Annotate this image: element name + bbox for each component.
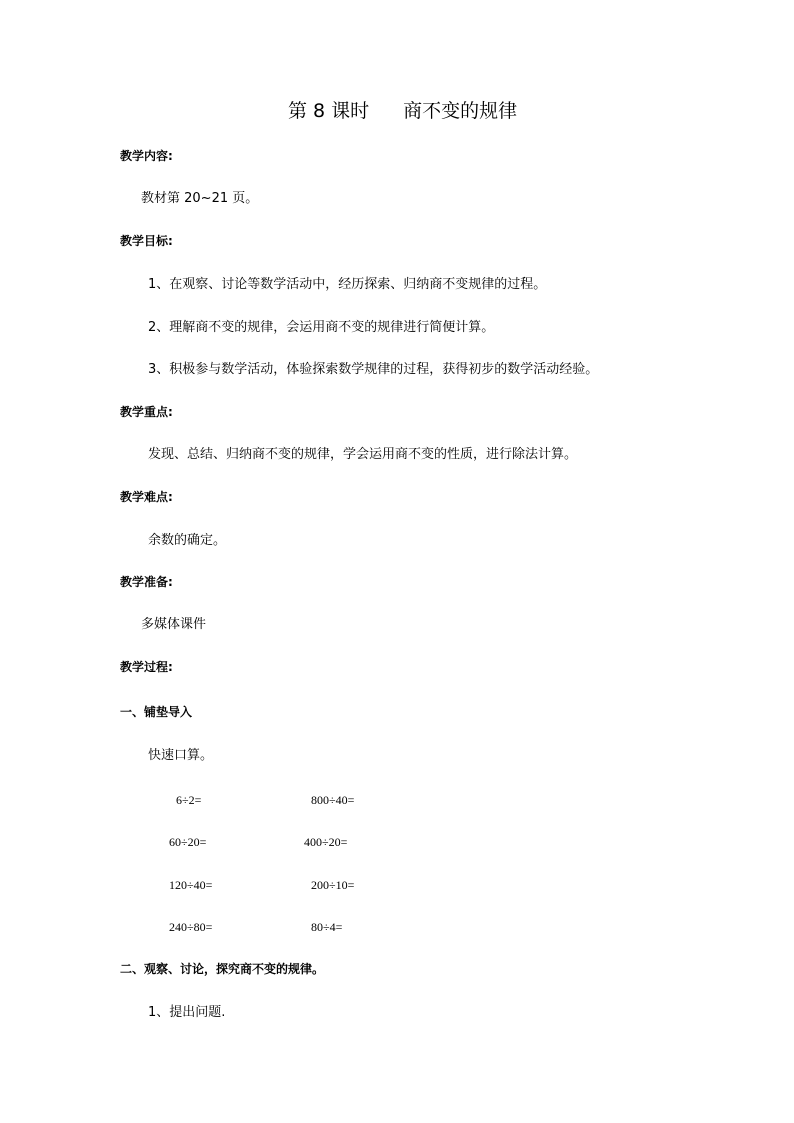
calc-item: 120÷40= [169, 878, 213, 892]
calc-item: 60÷20= [169, 835, 207, 849]
calc-item: 400÷20= [304, 835, 348, 849]
goals-heading: 教学目标: [120, 234, 173, 248]
difficulty-heading: 教学难点: [120, 490, 173, 504]
section1-heading: 一、铺垫导入 [120, 705, 193, 719]
prep-text: 多媒体课件 [141, 617, 207, 632]
focus-text: 发现、总结、归纳商不变的规律，学会运用商不变的性质，进行除法计算。 [148, 447, 578, 462]
calc-item: 6÷2= [176, 793, 202, 807]
goal-item-3: 3、积极参与数学活动，体验探索数学规律的过程，获得初步的数学活动经验。 [148, 362, 599, 377]
section1-text: 快速口算。 [148, 748, 214, 763]
calc-item: 80÷4= [311, 920, 343, 934]
calc-item: 240÷80= [169, 920, 213, 934]
section2-item-1: 1、提出问题. [148, 1005, 226, 1020]
focus-heading: 教学重点: [120, 405, 173, 419]
lesson-number: 第 8 课时 [288, 100, 370, 122]
goal-item-2: 2、理解商不变的规律，会运用商不变的规律进行简便计算。 [148, 320, 495, 335]
difficulty-text: 余数的确定。 [148, 533, 227, 548]
content-heading: 教学内容: [120, 149, 173, 163]
process-heading: 教学过程: [120, 660, 173, 674]
page-title [288, 102, 517, 121]
goal-item-1: 1、在观察、讨论等数学活动中，经历探索、归纳商不变规律的过程。 [148, 277, 547, 292]
section2-heading: 二、观察、讨论，探究商不变的规律。 [120, 962, 325, 976]
calc-item: 800÷40= [311, 793, 355, 807]
prep-heading: 教学准备: [120, 575, 173, 589]
content-text: 教材第 20~21 页。 [141, 191, 259, 206]
lesson-topic: 商不变的规律 [403, 100, 518, 122]
calc-item: 200÷10= [311, 878, 355, 892]
